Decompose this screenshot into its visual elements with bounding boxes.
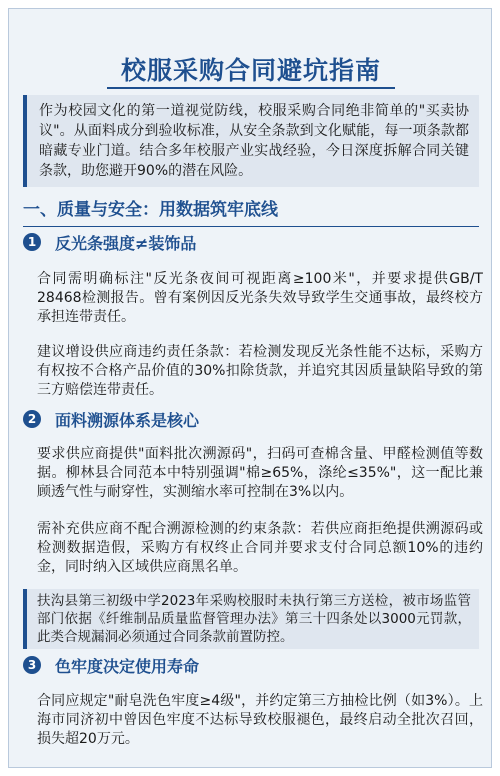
paragraph-2b: 需补充供应商不配合溯源检测的约束条款：若供应商拒绝提供溯源码或检测数据造假，采购方有权终止合同并要求支付合同总额10%的违约金，同时纳入区域供应商黑名单。 [37, 521, 483, 575]
case-callout: 扶沟县第三初级中学2023年采购校服时未执行第三方送检，被市场监管部门依据《纤维制品质量监督管理办法》第三十四条处以3000元罚款，此类合规漏洞必须通过合同条款前置防控。 [23, 589, 479, 649]
section-heading: 一、质量与安全：用数据筑牢底线 [23, 195, 479, 227]
paragraph-3a: 合同应规定"耐皂洗色牢度≥4级"，并约定第三方抽检比例（如3%）。上海市同济初中曾因色牢度不达标导致校服褪色，最终启动全批次召回，损失超20万元。 [37, 693, 483, 747]
poster [8, 8, 492, 768]
number-badge-2: 2 [23, 410, 41, 428]
subheading-1 [23, 231, 196, 253]
number-badge-1: 1 [23, 233, 41, 251]
number-badge-3: 3 [23, 656, 41, 674]
paragraph-2a: 要求供应商提供"面料批次溯源码"，扫码可查棉含量、甲醛检测值等数据。柳林县合同范本中特别强调"棉≥65%，涤纶≤35%"，这一配比兼顾透气性与耐穿性，实测缩水率可控制在3%以内。 [37, 446, 483, 500]
subheading-3 [23, 654, 199, 676]
subheading-2 [23, 408, 199, 430]
paragraph-1a: 合同需明确标注"反光条夜间可视距离≥100米"，并要求提供GB/T 28468检测报告。曾有案例因反光条失效导致学生交通事故，最终校方承担连带责任。 [37, 271, 483, 325]
intro-box: 作为校园文化的第一道视觉防线，校服采购合同绝非简单的"买卖协议"。从面料成分到验收标准，从安全条款到文化赋能，每一项条款都暗藏专业门道。结合多年校服产业实战经验，今日深度拆解合同关键条款，助您避开90%的潜在风险。 [23, 95, 479, 187]
subheading-title-1: 反光条强度≠装饰品 [55, 233, 197, 253]
subheading-title-2: 面料溯源体系是核心 [55, 410, 200, 430]
paragraph-1b: 建议增设供应商违约责任条款：若检测发现反光条性能不达标，采购方有权按不合格产品价值的30%扣除货款，并追究其因质量缺陷导致的第三方赔偿连带责任。 [37, 344, 483, 398]
subheading-title-3: 色牢度决定使用寿命 [55, 656, 200, 676]
page-title: 校服采购合同避坑指南 [120, 56, 381, 85]
title-underline [107, 87, 395, 89]
